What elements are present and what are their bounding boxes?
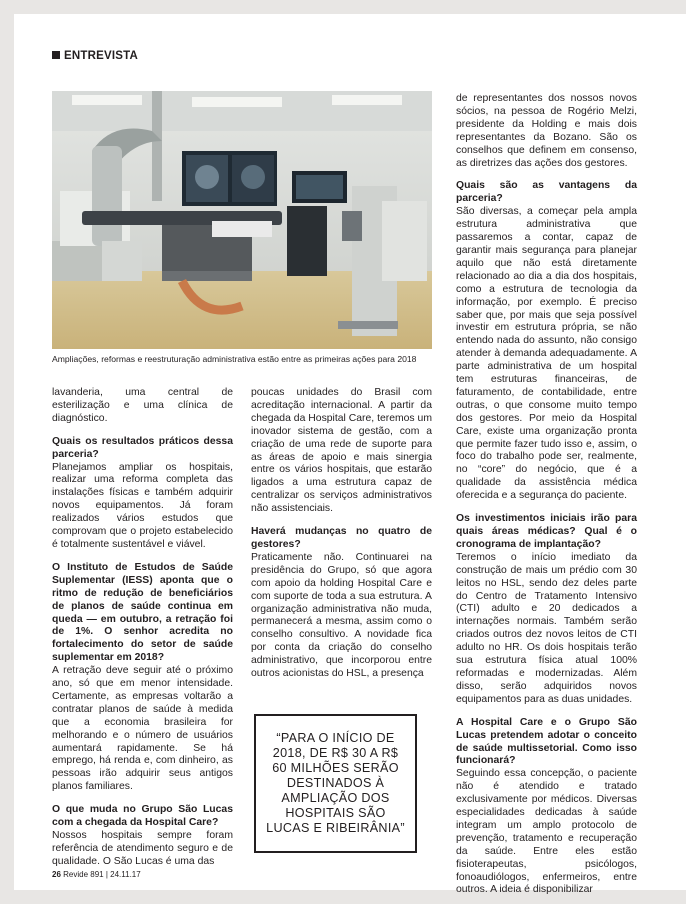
page-number: 26 [52, 870, 61, 879]
answer: Teremos o início imediato da construção de mais um prédio com 30 leitos no HSL, sendo dez deles parte do Centro de Tratamento Intensivo (CTI) adulto e 20 dedicados a internações normais. Também serão criados outros dez novos leitos de CTI adulto no HR. Os dois hospitais terão sua estrutura física atual 100% reformadas e modernizadas. Além disso, serão adquiridos novos equipamentos para as duas unidades. [456, 551, 637, 705]
question: O Instituto de Estudos de Saúde Suplementar (IESS) aponta que o ritmo de redução de beneficiários de planos de saúde continua em queda — em outubro, a retração foi de 1%. O senhor acredita no fortalecimento do setor de saúde suplementar em 2018? [52, 561, 233, 664]
question: Quais os resultados práticos dessa parceria? [52, 435, 233, 460]
question: O que muda no Grupo São Lucas com a chegada da Hospital Care? [52, 804, 233, 829]
question: Os investimentos iniciais irão para quais áreas médicas? Qual é o cronograma de implantação? [456, 513, 637, 550]
article-column-2 [251, 387, 432, 681]
article-column-3 [456, 93, 637, 897]
pull-quote: “PARA O INÍCIO DE 2018, DE R$ 30 A R$ 60 MILHÕES SERÃO DESTINADOS À AMPLIAÇÃO DOS HOSPITAIS SÃO LUCAS E RIBEIRÂNIA” [266, 731, 405, 835]
photo-caption: Ampliações, reformas e reestruturação administrativa estão entre as primeiras ações para 2018 [52, 354, 417, 364]
paragraph: lavanderia, uma central de esterilização e uma clínica de diagnóstico. [52, 387, 233, 424]
answer: Seguindo essa concepção, o paciente não é atendido e tratado exclusivamente por médicos. Diversas especialidades dedicadas à saúde integram um amplo protocolo de prevenção, tratamento e recuperação da saúde. Entre eles estão fisioterapeutas, psicólogos, fonoaudiólogos, enfermeiros, entre outros. A ideia é disponibilizar [456, 768, 637, 896]
question: Quais são as vantagens da parceria? [456, 180, 637, 205]
answer: São diversas, a começar pela ampla estrutura administrativa que passaremos a contar, capaz de garantir mais segurança para planejar aquilo que não está diretamente relacionado ao dia a dia dos hospitais, como a estrutura de tecnologia da informação, por exemplo. É preciso saber que, por mais que seja possível investir em estrutura própria, se não entendo nada do assunto, não consigo atender à demanda adequadamente. A parte administrativa de um hospital tem estruturas financeiras, de faturamento, de contabilidade, entre outras, o que consome muito tempo dos gestores. Por meio da Hospital Care, existe uma organização pronta que permite fazer tudo isso e, assim, o foco do trabalho pode ser, realmente, no “core” do negócio, que é a qualidade da assistência médica oferecida e a segurança do paciente. [456, 206, 637, 502]
photo-illustration [52, 91, 432, 349]
section-title: ENTREVISTA [64, 50, 138, 62]
answer: A retração deve seguir até o próximo ano, só que em menor intensidade. Certamente, as empresas voltarão a contratar planos de saúde à medida que a economia brasileira for melhorando e o número de usuários aumentará rapidamente. Se há emprego, há renda e, com dinheiro, as pessoas irão adquirir seus antigos planos familiares. [52, 665, 233, 793]
question: Haverá mudanças no quatro de gestores? [251, 526, 432, 550]
answer: Praticamente não. Continuarei na presidência do Grupo, só que agora com apoio da holding Hospital Care e com suporte de toda a sua estrutura. A organização administrativa não muda, permanecerá a mesma, assim como o conselho consultivo. A novidade fica por conta da criação do conselho administrativo, que incorporou entre outros acionistas do HSL, a presença [251, 551, 432, 680]
question: A Hospital Care e o Grupo São Lucas pretendem adotar o conceito de saúde multissetorial. Como isso funcionará? [456, 716, 637, 767]
paragraph: poucas unidades do Brasil com acreditação internacional. A partir da chegada da Hospital Care, teremos um inovador sistema de gestão, com a criação de uma rede de suporte para as áreas de apoio e mais sinergia entre os vários hospitais, que estarão ligados a uma estrutura capaz de centralizar os serviços administrativos não assistenciais. [251, 387, 432, 515]
section-square-icon [52, 51, 60, 59]
magazine-page [14, 14, 686, 896]
article-column-1 [52, 387, 233, 869]
answer: Planejamos ampliar os hospitais, realizar uma reforma completa das instalações físicas e também adquirir novos equipamentos. Já foram realizados vários estudos que comprovam que o projeto estabelecido é totalmente sustentável e viável. [52, 461, 233, 550]
section-header [52, 50, 138, 62]
magazine-issue: Revide 891 | 24.11.17 [63, 870, 141, 879]
paragraph: de representantes dos nossos novos sócios, na pessoa de Rogério Melzi, presidente da Holding e mais dois representantes da Bozano. São os conselhos que definem em consenso, as diretrizes das ações dos gestores. [456, 93, 637, 169]
hospital-room-photo [52, 91, 432, 349]
answer: Nossos hospitais sempre foram referência de atendimento seguro e de qualidade. O São Lucas é uma das [52, 830, 233, 867]
pull-quote-box [254, 714, 417, 853]
page-footer [52, 870, 141, 879]
